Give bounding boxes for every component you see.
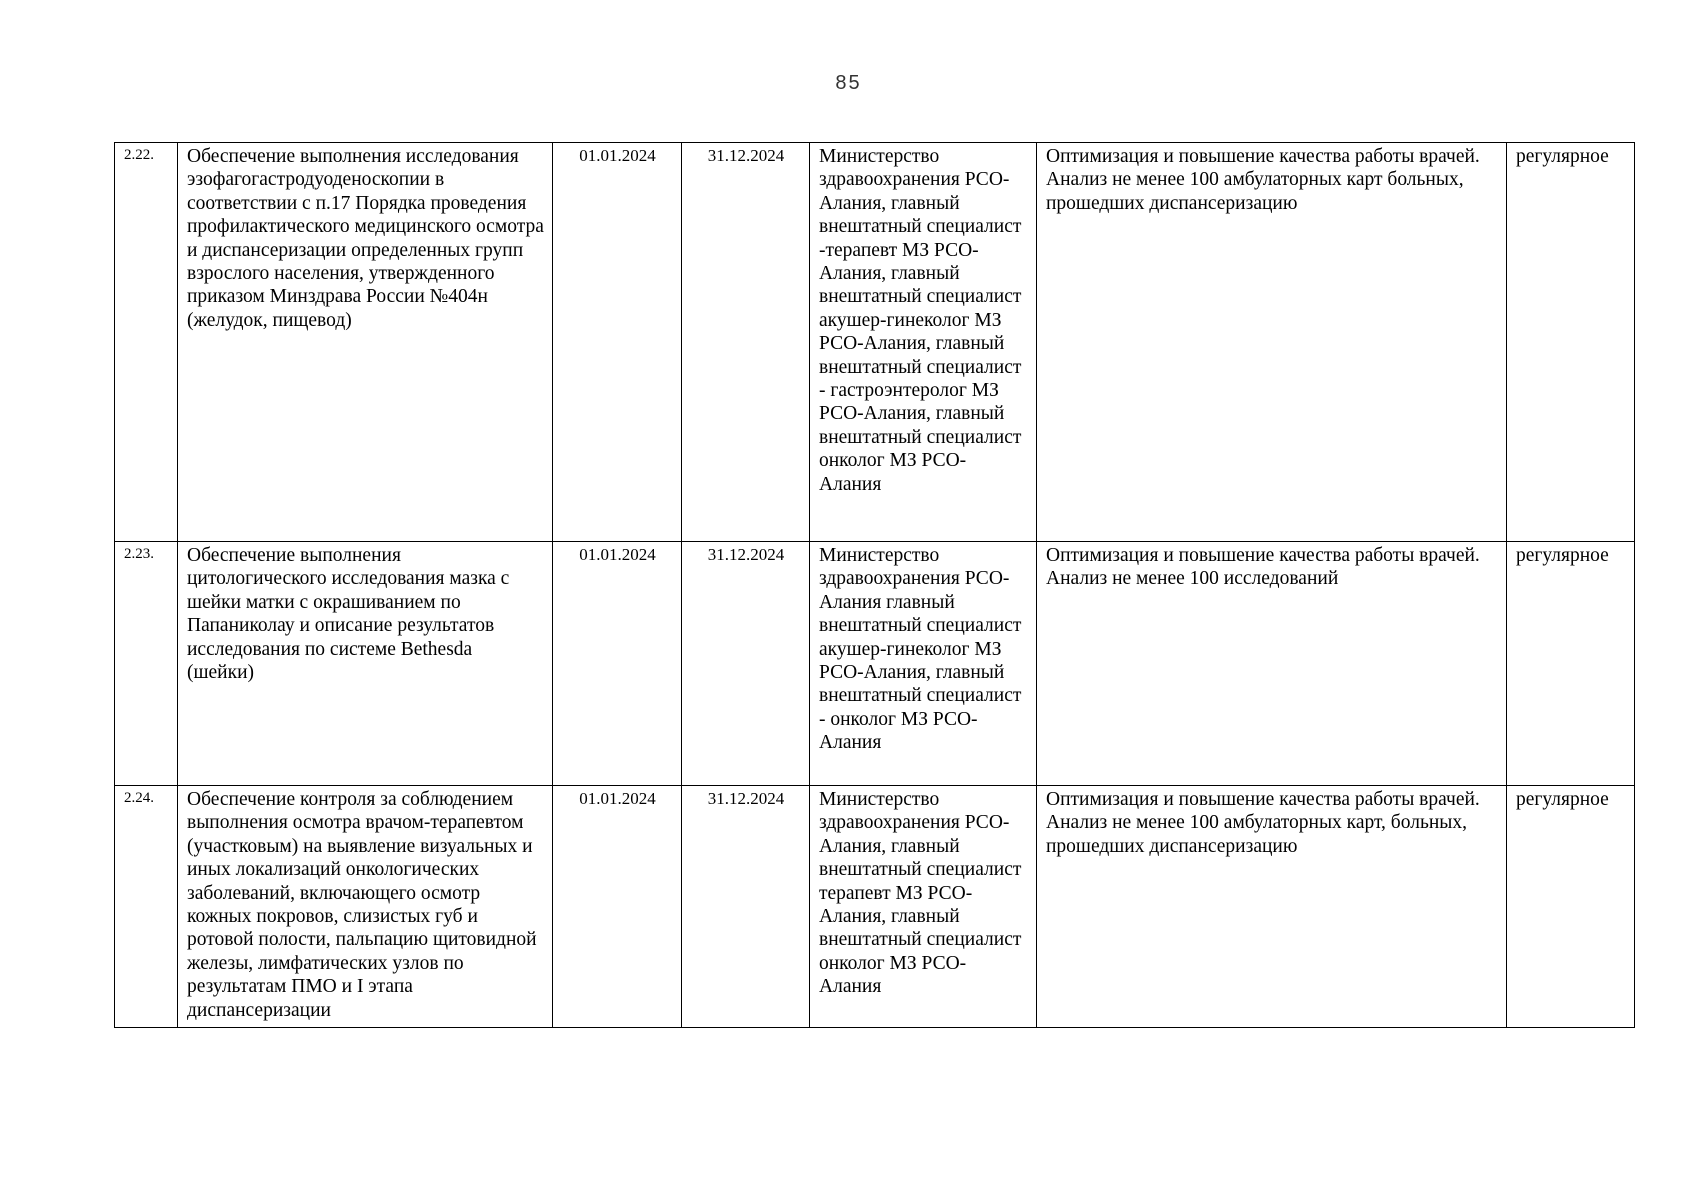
- end-date-cell: 31.12.2024: [682, 542, 810, 786]
- row-number: 2.23.: [115, 542, 178, 786]
- table-row: [115, 786, 1635, 1028]
- plan-table: [114, 142, 1635, 1028]
- start-date-cell: 01.01.2024: [553, 542, 682, 786]
- responsible-cell: Министерство здравоохранения РСО-Алания главный внештатный специалист акушер-гинеколог МЗ РСО-Алания, главный внештатный специалист - онколог МЗ РСО-Алания: [810, 542, 1037, 786]
- responsible-cell: Министерство здравоохранения РСО-Алания, главный внештатный специалист -терапевт МЗ РСО-Алания, главный внештатный специалист акушер-гинеколог МЗ РСО-Алания, главный внештатный специалист - гастроэнтеролог МЗ РСО-Алания, главный внештатный специалист онколог МЗ РСО-Алания: [810, 143, 1037, 542]
- result-cell: Оптимизация и повышение качества работы врачей. Анализ не менее 100 исследований: [1037, 542, 1507, 786]
- end-date-cell: 31.12.2024: [682, 786, 810, 1028]
- row-number: 2.24.: [115, 786, 178, 1028]
- result-cell: Оптимизация и повышение качества работы врачей. Анализ не менее 100 амбулаторных карт больных, прошедших диспансеризацию: [1037, 143, 1507, 542]
- table-row: [115, 542, 1635, 786]
- measure-cell: Обеспечение контроля за соблюдением выполнения осмотра врачом-терапевтом (участковым) на выявление визуальных и иных локализаций онкологических заболеваний, включающего осмотр кожных покровов, слизистых губ и ротовой полости, пальпацию щитовидной железы, лимфатических узлов по результатам ПМО и I этапа диспансеризации: [178, 786, 553, 1028]
- result-cell: Оптимизация и повышение качества работы врачей. Анализ не менее 100 амбулаторных карт, больных, прошедших диспансеризацию: [1037, 786, 1507, 1028]
- frequency-cell: регулярное: [1507, 786, 1635, 1028]
- frequency-cell: регулярное: [1507, 143, 1635, 542]
- frequency-cell: регулярное: [1507, 542, 1635, 786]
- measure-cell: Обеспечение выполнения цитологического исследования мазка с шейки матки с окрашиванием по Папаниколау и описание результатов исследования по системе Bethesda (шейки): [178, 542, 553, 786]
- end-date-cell: 31.12.2024: [682, 143, 810, 542]
- table-row: [115, 143, 1635, 542]
- measure-cell: Обеспечение выполнения исследования эзофагогастродуоденоскопии в соответствии с п.17 Порядка проведения профилактического медицинского осмотра и диспансеризации определенных групп взрослого населения, утвержденного приказом Минздрава России №404н (желудок, пищевод): [178, 143, 553, 542]
- start-date-cell: 01.01.2024: [553, 786, 682, 1028]
- row-number: 2.22.: [115, 143, 178, 542]
- page-number: 85: [835, 72, 862, 94]
- start-date-cell: 01.01.2024: [553, 143, 682, 542]
- responsible-cell: Министерство здравоохранения РСО-Алания, главный внештатный специалист терапевт МЗ РСО-Алания, главный внештатный специалист онколог МЗ РСО-Алания: [810, 786, 1037, 1028]
